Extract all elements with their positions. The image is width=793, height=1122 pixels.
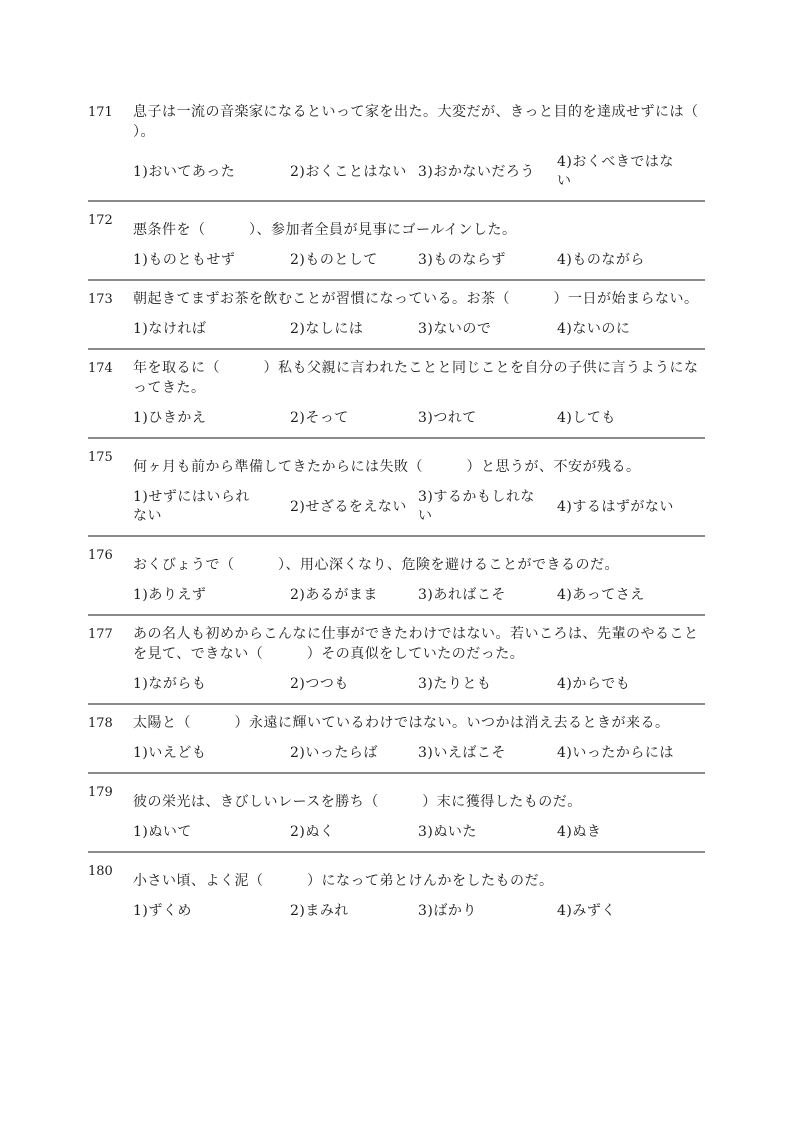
option-4: 4)からでも bbox=[557, 676, 631, 692]
option-3: 3)おかないだろう bbox=[418, 163, 535, 180]
option-4: 4)みずく bbox=[557, 903, 616, 919]
option-1: 1)なければ bbox=[133, 321, 207, 337]
question-text: 年を取るに（ ）私も父親に言われたことと同じことを自分の子供に言うようになってきた。 bbox=[133, 360, 699, 396]
question-row bbox=[88, 624, 705, 696]
question-number: 177 bbox=[88, 627, 113, 642]
divider bbox=[88, 437, 705, 439]
question-text: あの名人も初めからこんなに仕事ができたわけではない。若いころは、先輩のやることを見て、できない（ ）その真似をしていたのだった。 bbox=[133, 626, 699, 662]
question-text: 悪条件を（ ）、参加者全員が見事にゴールインした。 bbox=[133, 222, 517, 238]
divider bbox=[88, 279, 705, 281]
question-text: 息子は一流の音楽家になるといって家を出た。大変だが、きっと目的を達成せずには（ ）。 bbox=[133, 104, 742, 140]
question-text: 太陽と（ ）永遠に輝いているわけではない。いつかは消え去るときが来る。 bbox=[133, 715, 670, 731]
option-1: 1)せずにはいられない bbox=[133, 489, 250, 524]
option-3: 3)ないので bbox=[418, 321, 492, 337]
option-4: 4)ものながら bbox=[557, 252, 645, 268]
option-2: 2)そって bbox=[290, 410, 349, 426]
option-4: 4)いったからには bbox=[557, 745, 674, 761]
divider bbox=[88, 703, 705, 705]
question-row bbox=[88, 210, 705, 272]
option-2: 2)つつも bbox=[290, 676, 349, 692]
question-row bbox=[88, 861, 705, 923]
question-body bbox=[133, 102, 742, 193]
options-row bbox=[133, 153, 705, 191]
question-text: 何ヶ月も前から準備してきたからには失敗（ ）と思うが、不安が残る。 bbox=[133, 459, 641, 475]
option-1: 1)ありえず bbox=[133, 587, 207, 603]
divider bbox=[88, 200, 705, 202]
option-3: 3)するかもしれない bbox=[418, 489, 535, 524]
option-2: 2)まみれ bbox=[290, 903, 349, 919]
option-1: 1)ひきかえ bbox=[133, 410, 207, 426]
question-text: 彼の栄光は、きびしいレースを勝ち（ ）末に獲得したものだ。 bbox=[133, 794, 582, 810]
option-1: 1)ずくめ bbox=[133, 903, 192, 919]
question-number: 173 bbox=[88, 292, 113, 307]
option-4: 4)しても bbox=[557, 410, 616, 426]
option-2: 2)おくことはない bbox=[290, 163, 407, 180]
divider bbox=[88, 535, 705, 537]
options-row bbox=[133, 675, 705, 694]
option-2: 2)せざるをえない bbox=[290, 498, 407, 515]
options-row bbox=[133, 320, 705, 339]
question-body bbox=[133, 545, 705, 607]
option-4: 4)するはずがない bbox=[557, 498, 674, 515]
option-1: 1)おいてあった bbox=[133, 163, 236, 180]
question-number: 171 bbox=[88, 105, 113, 120]
question-number: 180 bbox=[88, 864, 113, 879]
option-2: 2)ぬく bbox=[290, 824, 335, 840]
option-4: 4)あってさえ bbox=[557, 587, 645, 603]
question-row bbox=[88, 713, 705, 765]
option-3: 3)ぬいた bbox=[418, 824, 477, 840]
option-1: 1)ぬいて bbox=[133, 824, 192, 840]
question-row bbox=[88, 545, 705, 607]
question-row bbox=[88, 447, 705, 528]
options-row bbox=[133, 744, 705, 763]
question-number: 179 bbox=[88, 785, 113, 800]
option-2: 2)いったらば bbox=[290, 745, 378, 761]
option-2: 2)なしには bbox=[290, 321, 364, 337]
question-row bbox=[88, 782, 705, 844]
question-body bbox=[133, 713, 705, 765]
divider bbox=[88, 348, 705, 350]
question-row bbox=[88, 102, 742, 193]
question-text: 朝起きてまずお茶を飲むことが習慣になっている。お茶（ ）一日が始まらない。 bbox=[133, 291, 699, 307]
option-1: 1)いえども bbox=[133, 745, 207, 761]
options-row bbox=[133, 902, 705, 921]
question-body bbox=[133, 358, 705, 430]
options-row bbox=[133, 586, 705, 605]
option-4: 4)おくべきではない bbox=[557, 154, 674, 189]
option-1: 1)ものともせず bbox=[133, 252, 236, 268]
options-row bbox=[133, 488, 705, 526]
divider bbox=[88, 614, 705, 616]
option-3: 3)たりとも bbox=[418, 676, 492, 692]
question-body bbox=[133, 447, 705, 528]
question-body bbox=[133, 624, 705, 696]
question-number: 178 bbox=[88, 716, 113, 731]
divider bbox=[88, 851, 705, 853]
question-row bbox=[88, 358, 705, 430]
option-1: 1)ながらも bbox=[133, 676, 207, 692]
divider bbox=[88, 772, 705, 774]
option-2: 2)あるがまま bbox=[290, 587, 378, 603]
question-text: おくびょうで（ ）、用心深くなり、危険を避けることができるのだ。 bbox=[133, 557, 619, 573]
options-row bbox=[133, 823, 705, 842]
question-number: 172 bbox=[88, 213, 113, 228]
question-body bbox=[133, 861, 705, 923]
question-row bbox=[88, 289, 705, 341]
option-3: 3)ばかり bbox=[418, 903, 477, 919]
question-body bbox=[133, 289, 705, 341]
options-row bbox=[133, 409, 705, 428]
options-row bbox=[133, 251, 705, 270]
option-4: 4)ないのに bbox=[557, 321, 631, 337]
question-number: 174 bbox=[88, 361, 113, 376]
option-2: 2)ものとして bbox=[290, 252, 378, 268]
question-text: 小さい頃、よく泥（ ）になって弟とけんかをしたものだ。 bbox=[133, 873, 554, 889]
question-body bbox=[133, 782, 705, 844]
question-number: 175 bbox=[88, 450, 113, 465]
option-3: 3)ものならず bbox=[418, 252, 506, 268]
question-number: 176 bbox=[88, 548, 113, 563]
option-3: 3)あればこそ bbox=[418, 587, 506, 603]
option-4: 4)ぬき bbox=[557, 824, 602, 840]
option-3: 3)つれて bbox=[418, 410, 477, 426]
question-body bbox=[133, 210, 705, 272]
option-3: 3)いえばこそ bbox=[418, 745, 506, 761]
